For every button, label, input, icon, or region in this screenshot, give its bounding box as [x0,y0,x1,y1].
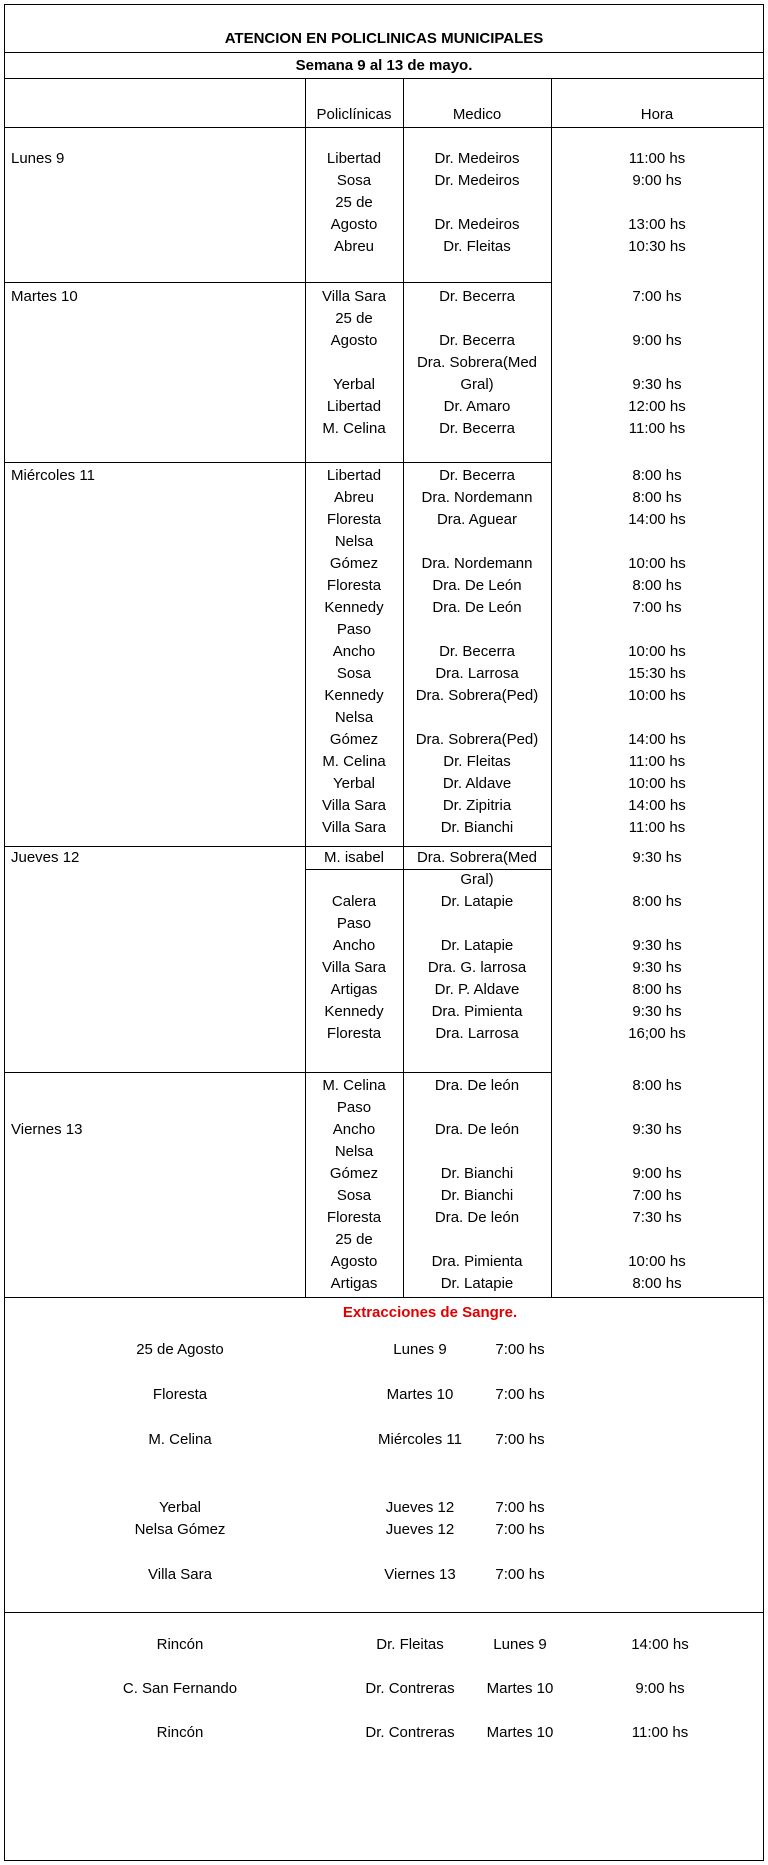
cell-policlinica: 25 de [335,1231,373,1248]
cell-hora: 9:30 hs [632,959,682,976]
cell-medico: Dra. Larrosa [435,1025,519,1042]
cell-hora: 9:30 hs [632,1003,682,1020]
cell-medico: Dra. De león [434,1209,520,1226]
cell-policlinica: Nelsa [334,1143,374,1160]
extracciones-title: Extracciones de Sangre. [342,1304,518,1321]
cell-rural-hora: 9:00 hs [635,1680,685,1697]
cell-ext-dia: Jueves 12 [385,1521,455,1538]
cell-hora: 7:30 hs [632,1209,682,1226]
cell-ext-hora: 7:00 hs [495,1521,545,1538]
cell-policlinica: Libertad [326,398,382,415]
cell-policlinica: M. Celina [322,1077,386,1094]
cell-policlinica: 25 de [335,194,373,211]
cell-ext-dia: Lunes 9 [393,1341,447,1358]
cell-hora: 13:00 hs [628,216,686,233]
cell-ext-hora: 7:00 hs [495,1341,545,1358]
cell-hora: 7:00 hs [632,599,682,616]
cell-medico: Dra. De león [434,1077,520,1094]
cell-medico: Gral) [460,871,494,888]
cell-policlinica: Floresta [326,577,382,594]
cell-medico: Dr. P. Aldave [434,981,520,998]
cell-rural-lugar: Rincón [156,1724,204,1741]
cell-ext-lugar: Villa Sara [148,1566,212,1583]
cell-policlinica: Yerbal [333,775,375,792]
cell-policlinica: 25 de [335,310,373,327]
day-label-jueves: Jueves 12 [11,849,80,866]
cell-hora: 10:30 hs [628,238,686,255]
cell-policlinica: Artigas [330,981,378,998]
cell-hora: 9:00 hs [632,172,682,189]
cell-ext-dia: Viernes 13 [384,1566,456,1583]
cell-policlinica: M. isabel [323,849,385,866]
cell-hora: 7:00 hs [632,288,682,305]
grid-line [4,1297,764,1298]
cell-ext-lugar: 25 de Agosto [136,1341,224,1358]
cell-medico: Dr. Becerra [439,467,515,484]
cell-ext-hora: 7:00 hs [495,1386,545,1403]
cell-policlinica: Libertad [326,467,382,484]
cell-policlinica: Gómez [329,555,379,572]
cell-hora: 9:00 hs [632,1165,682,1182]
cell-hora: 16;00 hs [628,1025,686,1042]
cell-policlinica: M. Celina [322,420,386,437]
cell-hora: 10:00 hs [628,555,686,572]
cell-policlinica: Paso [336,621,372,638]
cell-medico: Dr. Becerra [439,420,515,437]
cell-ext-dia: Jueves 12 [385,1499,455,1516]
cell-ext-lugar: M. Celina [148,1431,212,1448]
cell-policlinica: Villa Sara [322,797,386,814]
cell-policlinica: Paso [336,1099,372,1116]
cell-medico: Dra. Pimienta [431,1253,523,1270]
grid-line [4,282,552,283]
cell-rural-hora: 11:00 hs [631,1724,689,1741]
cell-medico: Dr. Fleitas [443,753,511,770]
cell-medico: Dra. Sobrera(Med [416,849,538,866]
cell-policlinica: Abreu [333,238,375,255]
day-label-lunes: Lunes 9 [11,150,65,167]
grid-line [4,1072,552,1073]
cell-medico: Dr. Bianchi [440,819,514,836]
cell-policlinica: Kennedy [324,1003,384,1020]
cell-policlinica: Sosa [336,172,372,189]
cell-rural-medico: Dr. Contreras [365,1680,455,1697]
cell-hora: 11:00 hs [628,819,686,836]
cell-policlinica: Villa Sara [322,819,386,836]
cell-medico: Gral) [460,376,494,393]
grid-line [4,1612,764,1613]
cell-medico: Dra. De León [432,577,522,594]
cell-policlinica: Floresta [326,1209,382,1226]
cell-hora: 10:00 hs [628,1253,686,1270]
cell-policlinica: Ancho [332,1121,376,1138]
cell-hora: 14:00 hs [628,731,686,748]
cell-medico: Dra. Sobrera(Med [416,354,538,371]
cell-medico: Dr. Aldave [442,775,512,792]
cell-medico: Dra. Larrosa [435,665,519,682]
cell-hora: 10:00 hs [628,643,686,660]
cell-policlinica: Kennedy [324,599,384,616]
cell-ext-hora: 7:00 hs [495,1431,545,1448]
cell-rural-hora: 14:00 hs [631,1636,689,1653]
cell-medico: Dr. Fleitas [443,238,511,255]
cell-hora: 8:00 hs [632,893,682,910]
grid-line [763,4,764,1861]
cell-policlinica: Agosto [330,332,378,349]
cell-policlinica: Gómez [329,1165,379,1182]
cell-policlinica: Agosto [330,216,378,233]
cell-policlinica: Villa Sara [322,959,386,976]
cell-hora: 8:00 hs [632,577,682,594]
cell-policlinica: Abreu [333,489,375,506]
cell-hora: 9:30 hs [632,376,682,393]
cell-medico: Dr. Latapie [440,937,514,954]
cell-medico: Dra. Sobrera(Ped) [415,687,539,704]
cell-medico: Dr. Medeiros [434,172,520,189]
cell-hora: 12:00 hs [628,398,686,415]
cell-hora: 9:30 hs [632,937,682,954]
cell-policlinica: Ancho [332,643,376,660]
cell-medico: Dr. Medeiros [434,150,520,167]
cell-medico: Dr. Medeiros [434,216,520,233]
cell-hora: 8:00 hs [632,467,682,484]
grid-line [4,1860,764,1861]
cell-medico: Dra. Aguear [436,511,518,528]
grid-line [4,4,764,5]
cell-policlinica: Nelsa [334,709,374,726]
cell-hora: 11:00 hs [628,150,686,167]
cell-rural-medico: Dr. Contreras [365,1724,455,1741]
cell-medico: Dra. De león [434,1121,520,1138]
cell-hora: 7:00 hs [632,1187,682,1204]
cell-rural-lugar: Rincón [156,1636,204,1653]
cell-hora: 14:00 hs [628,797,686,814]
cell-hora: 15:30 hs [628,665,686,682]
cell-ext-lugar: Nelsa Gómez [134,1521,226,1538]
cell-ext-lugar: Yerbal [159,1499,201,1516]
page-subtitle: Semana 9 al 13 de mayo. [295,57,473,74]
cell-medico: Dr. Bianchi [440,1165,514,1182]
cell-hora: 9:30 hs [632,1121,682,1138]
cell-hora: 10:00 hs [628,775,686,792]
cell-rural-dia: Lunes 9 [493,1636,547,1653]
cell-medico: Dr. Becerra [439,332,515,349]
cell-policlinica: Paso [336,915,372,932]
grid-line [4,78,764,79]
cell-hora: 8:00 hs [632,489,682,506]
cell-policlinica: Floresta [326,1025,382,1042]
cell-hora: 9:00 hs [632,332,682,349]
grid-line [4,52,764,53]
cell-policlinica: Agosto [330,1253,378,1270]
cell-policlinica: Villa Sara [322,288,386,305]
cell-rural-dia: Martes 10 [486,1680,554,1697]
cell-hora: 11:00 hs [628,420,686,437]
cell-policlinica: Calera [331,893,377,910]
grid-line [4,462,552,463]
cell-medico: Dr. Zipitria [442,797,512,814]
cell-medico: Dr. Latapie [440,893,514,910]
page-title: ATENCION EN POLICLINICAS MUNICIPALES [224,30,544,47]
cell-hora: 11:00 hs [628,753,686,770]
cell-ext-hora: 7:00 hs [495,1499,545,1516]
cell-ext-dia: Miércoles 11 [378,1431,462,1448]
cell-policlinica: Yerbal [333,376,375,393]
cell-policlinica: Gómez [329,731,379,748]
cell-rural-medico: Dr. Fleitas [376,1636,444,1653]
cell-policlinica: M. Celina [322,753,386,770]
cell-medico: Dr. Amaro [443,398,511,415]
cell-policlinica: Artigas [330,1275,378,1292]
cell-hora: 10:00 hs [628,687,686,704]
day-label-viernes: Viernes 13 [11,1121,83,1138]
cell-medico: Dr. Becerra [439,643,515,660]
header-hora: Hora [640,106,674,123]
cell-medico: Dra. Sobrera(Ped) [415,731,539,748]
cell-rural-lugar: C. San Fernando [122,1680,238,1697]
cell-hora: 8:00 hs [632,1275,682,1292]
day-label-miercoles: Miércoles 11 [11,467,95,484]
cell-medico: Dr. Becerra [439,288,515,305]
cell-policlinica: Sosa [336,665,372,682]
cell-medico: Dra. Nordemann [421,555,533,572]
cell-ext-hora: 7:00 hs [495,1566,545,1583]
cell-medico: Dra. G. larrosa [427,959,527,976]
cell-rural-dia: Martes 10 [486,1724,554,1741]
cell-hora: 14:00 hs [628,511,686,528]
cell-policlinica: Sosa [336,1187,372,1204]
cell-hora: 8:00 hs [632,981,682,998]
grid-line [4,127,764,128]
header-medico: Medico [452,106,502,123]
cell-hora: 9:30 hs [632,849,682,866]
cell-medico: Dr. Bianchi [440,1187,514,1204]
header-policlinicas: Policlínicas [316,106,392,123]
cell-medico: Dra. Pimienta [431,1003,523,1020]
cell-medico: Dra. Nordemann [421,489,533,506]
cell-hora: 8:00 hs [632,1077,682,1094]
day-label-martes: Martes 10 [11,288,78,305]
cell-policlinica: Libertad [326,150,382,167]
cell-policlinica: Nelsa [334,533,374,550]
cell-medico: Dr. Latapie [440,1275,514,1292]
cell-policlinica: Kennedy [324,687,384,704]
cell-medico: Dra. De León [432,599,522,616]
cell-policlinica: Floresta [326,511,382,528]
cell-ext-dia: Martes 10 [386,1386,454,1403]
cell-ext-lugar: Floresta [152,1386,208,1403]
cell-policlinica: Ancho [332,937,376,954]
